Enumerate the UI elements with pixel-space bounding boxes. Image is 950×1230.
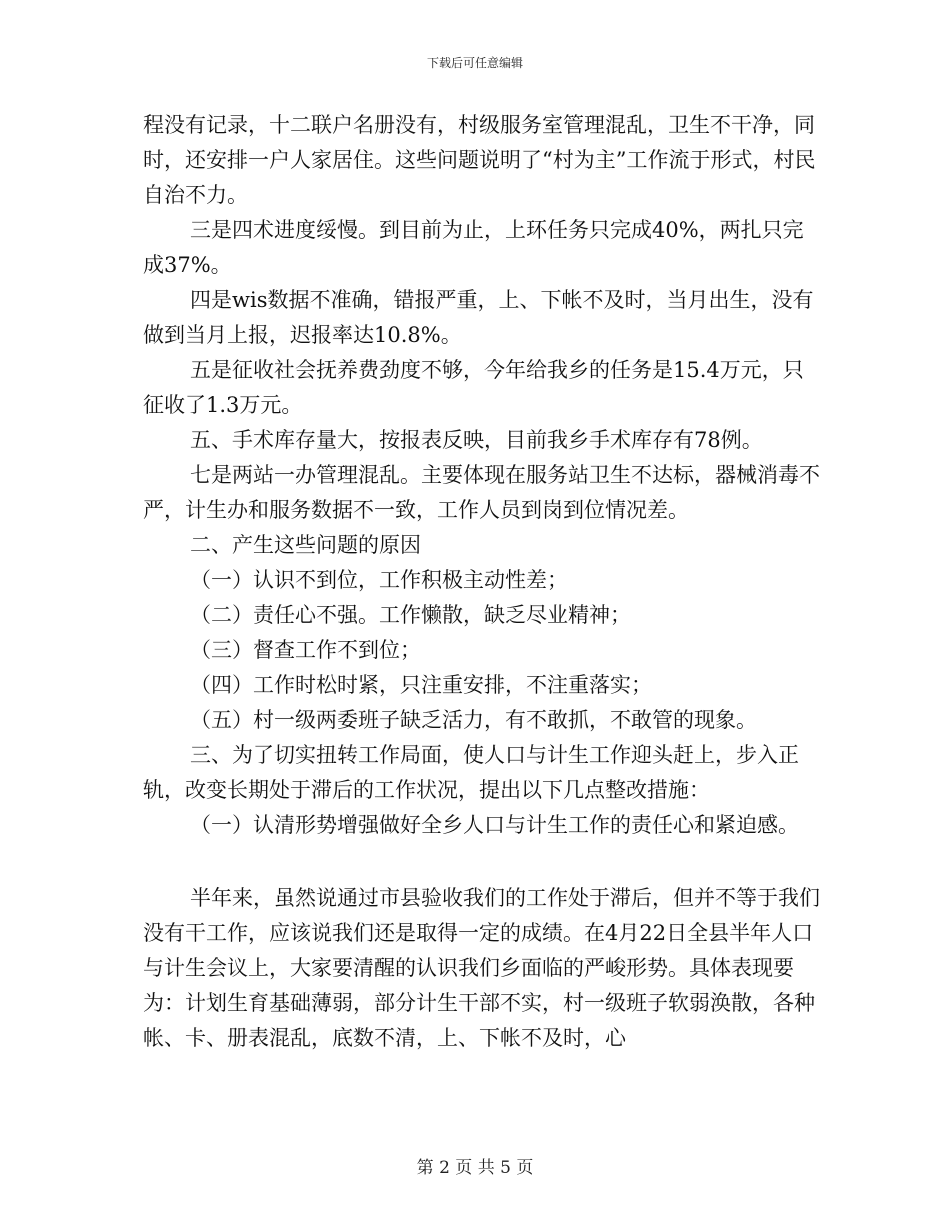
paragraph: （一）认清形势增强做好全乡人口与计生工作的责任心和紧迫感。 <box>190 813 799 837</box>
paragraph: 四是wis数据不准确，错报严重，上、下帐不及时，当月出生，没有做到当月上报，迟报率达10.8%。 <box>143 288 814 347</box>
paragraph: 二、产生这些问题的原因 <box>190 533 421 557</box>
page-header: 下载后可任意编辑 <box>426 56 523 70</box>
page-footer: 第 2 页 共 5 页 <box>416 1158 534 1178</box>
paragraph: （一）认识不到位，工作积极主动性差； <box>190 568 568 592</box>
paragraph: （五）村一级两委班子缺乏活力，有不敢抓，不敢管的现象。 <box>190 708 757 732</box>
paragraph: 五、手术库存量大，按报表反映，目前我乡手术库存有78例。 <box>190 428 763 452</box>
paragraph: 七是两站一办管理混乱。主要体现在服务站卫生不达标，器械消毒不严，计生办和服务数据不一致，工作人员到岗到位情况差。 <box>143 463 820 522</box>
paragraph: （二）责任心不强。工作懒散，缺乏尽业精神； <box>190 603 631 627</box>
document-body <box>143 108 823 1056</box>
paragraph: 半年来，虽然说通过市县验收我们的工作处于滞后，但并不等于我们没有干工作，应该说我们还是取得一定的成绩。在4月22日全县半年人口与计生会议上，大家要清醒的认识我们乡面临的严峻形势。具体表现要为：计划生育基础薄弱，部分计生干部不实，村一级班子软弱涣散，各种帐、卡、册表混乱，底数不清，上、下帐不及时，心 <box>143 886 820 1050</box>
paragraph: 三、为了切实扭转工作局面，使人口与计生工作迎头赶上，步入正轨，改变长期处于滞后的工作状况，提出以下几点整改措施： <box>143 743 799 802</box>
paragraph: （三）督查工作不到位； <box>190 638 421 662</box>
paragraph: 程没有记录，十二联户名册没有，村级服务室管理混乱，卫生不干净，同时，还安排一户人家居住。这些问题说明了“村为主”工作流于形式，村民自治不力。 <box>143 113 816 207</box>
paragraph: 三是四术进度绥慢。到目前为止，上环任务只完成40%，两扎只完成37%。 <box>143 218 804 277</box>
paragraph: （四）工作时松时紧，只注重安排，不注重落实； <box>190 673 652 697</box>
paragraph: 五是征收社会抚养费劲度不够，今年给我乡的任务是15.4万元，只征收了1.3万元。 <box>143 358 804 417</box>
